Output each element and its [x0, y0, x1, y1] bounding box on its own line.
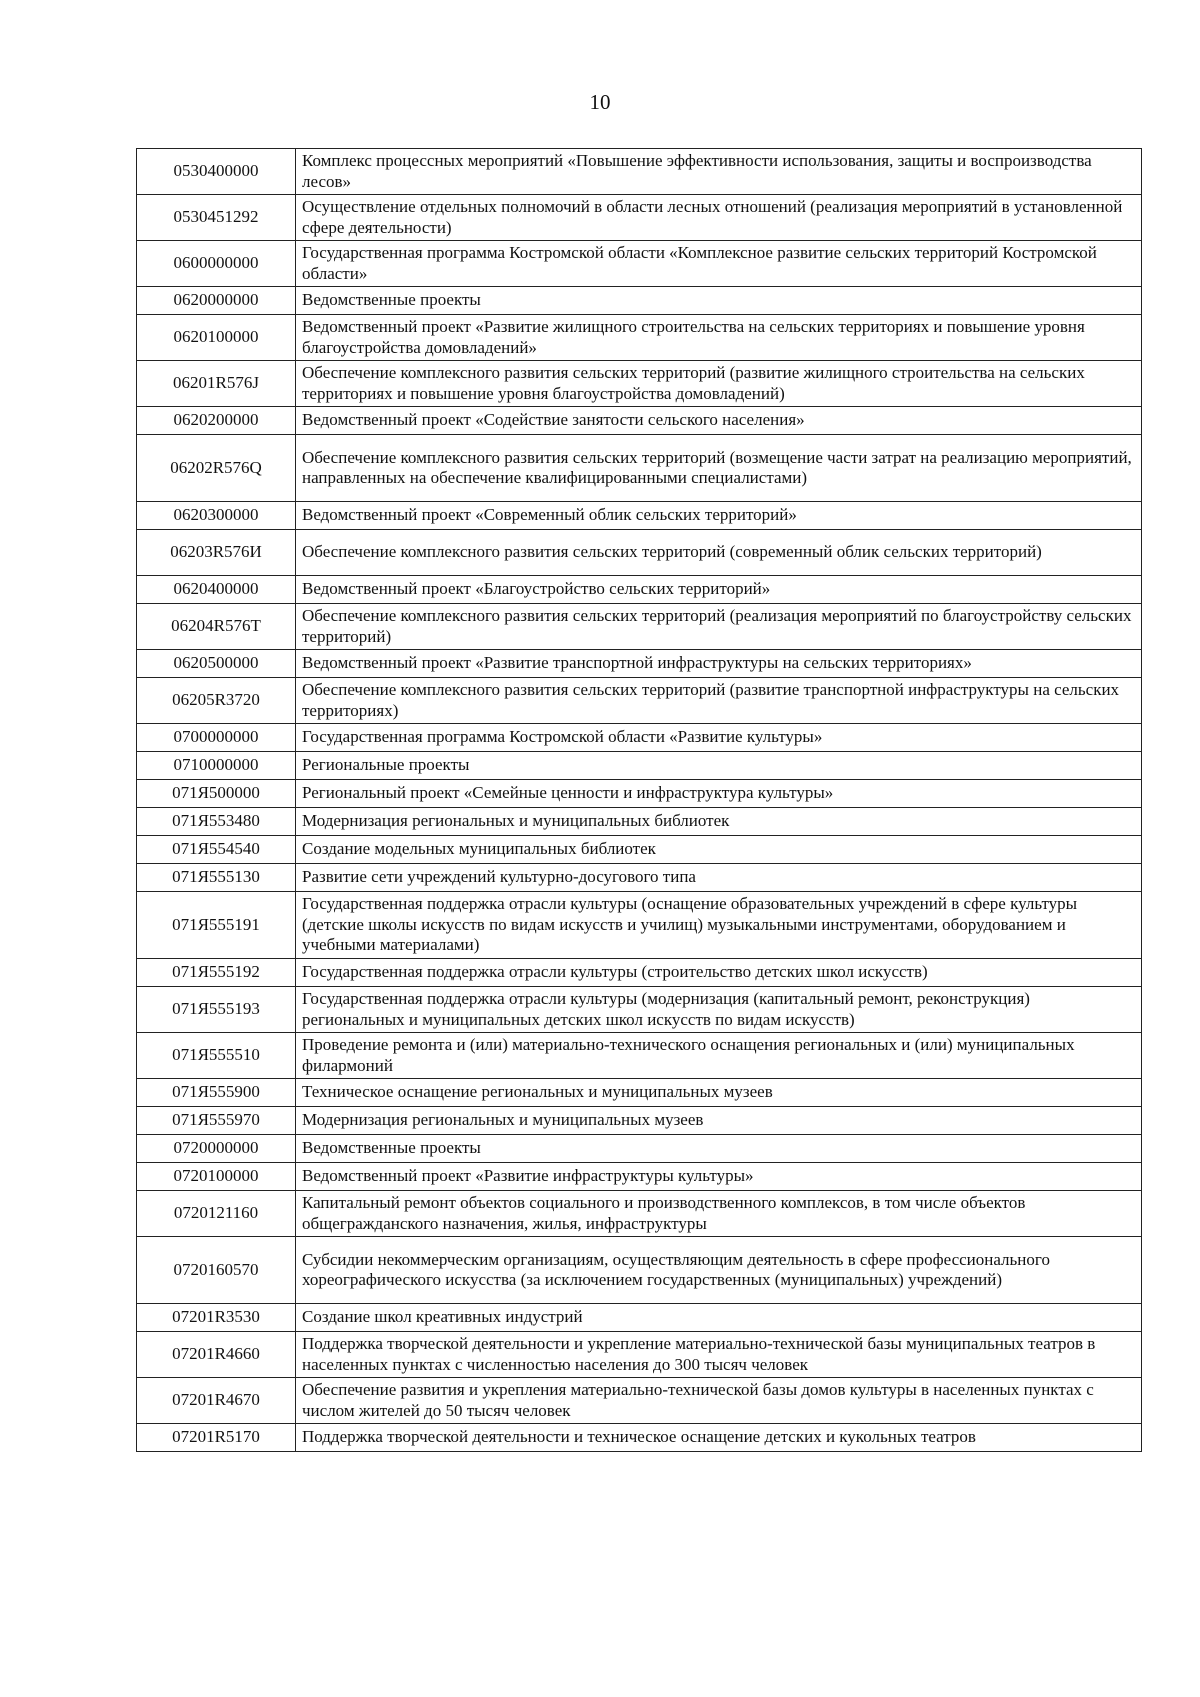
table-row: [137, 1424, 1142, 1452]
row-name: Техническое оснащение региональных и муниципальных музеев: [296, 1079, 1142, 1107]
row-name: Государственная поддержка отрасли культуры (оснащение образовательных учреждений в сфере культуры (детские школы искусств по видам искусств и училищ) музыкальными инструментами, оборудованием и учебными материалами): [296, 892, 1142, 959]
row-code: 0700000000: [137, 724, 296, 752]
row-code: 071Я555130: [137, 864, 296, 892]
row-code: 071Я555900: [137, 1079, 296, 1107]
row-name: Государственная поддержка отрасли культуры (модернизация (капитальный ремонт, реконструкция) региональных и муниципальных детских школ искусств по видам искусств): [296, 987, 1142, 1033]
row-name: Развитие сети учреждений культурно-досугового типа: [296, 864, 1142, 892]
table-row: [137, 315, 1142, 361]
table-row: [137, 241, 1142, 287]
row-code: 071Я555193: [137, 987, 296, 1033]
row-code: 0720100000: [137, 1163, 296, 1191]
table-row: [137, 1237, 1142, 1304]
row-name: Субсидии некоммерческим организациям, осуществляющим деятельность в сфере профессионального хореографического искусства (за исключением государственных (муниципальных) учреждений): [296, 1237, 1142, 1304]
row-code: 06205R3720: [137, 678, 296, 724]
row-name: Государственная поддержка отрасли культуры (строительство детских школ искусств): [296, 959, 1142, 987]
row-name: Ведомственные проекты: [296, 1135, 1142, 1163]
row-code: 0620000000: [137, 287, 296, 315]
row-code: 0720160570: [137, 1237, 296, 1304]
table-row: [137, 987, 1142, 1033]
row-code: 06203R576И: [137, 530, 296, 576]
row-code: 0620300000: [137, 502, 296, 530]
row-name: Обеспечение развития и укрепления материально-технической базы домов культуры в населенных пунктах с числом жителей до 50 тысяч человек: [296, 1378, 1142, 1424]
row-code: 071Я555191: [137, 892, 296, 959]
row-name: Осуществление отдельных полномочий в области лесных отношений (реализация мероприятий в установленной сфере деятельности): [296, 195, 1142, 241]
row-code: 0720121160: [137, 1191, 296, 1237]
row-code: 071Я555510: [137, 1033, 296, 1079]
table-row: [137, 752, 1142, 780]
row-code: 071Я554540: [137, 836, 296, 864]
row-name: Поддержка творческой деятельности и техническое оснащение детских и кукольных театров: [296, 1424, 1142, 1452]
table-row: [137, 808, 1142, 836]
row-code: 0620400000: [137, 576, 296, 604]
row-code: 071Я500000: [137, 780, 296, 808]
row-name: Создание модельных муниципальных библиотек: [296, 836, 1142, 864]
row-name: Ведомственные проекты: [296, 287, 1142, 315]
table-row: [137, 435, 1142, 502]
row-name: Ведомственный проект «Содействие занятости сельского населения»: [296, 407, 1142, 435]
budget-classification-table: [136, 148, 1142, 1452]
table-row: [137, 149, 1142, 195]
row-code: 071Я553480: [137, 808, 296, 836]
row-code: 06204R576T: [137, 604, 296, 650]
table-row: [137, 1107, 1142, 1135]
table-row: [137, 836, 1142, 864]
table-row: [137, 724, 1142, 752]
row-code: 071Я555970: [137, 1107, 296, 1135]
row-code: 07201R3530: [137, 1304, 296, 1332]
table-row: [137, 650, 1142, 678]
row-code: 0720000000: [137, 1135, 296, 1163]
row-name: Ведомственный проект «Развитие жилищного строительства на сельских территориях и повышение уровня благоустройства домовладений»: [296, 315, 1142, 361]
row-name: Ведомственный проект «Благоустройство сельских территорий»: [296, 576, 1142, 604]
row-code: 0530451292: [137, 195, 296, 241]
table-row: [137, 1332, 1142, 1378]
table-row: [137, 1378, 1142, 1424]
row-name: Ведомственный проект «Современный облик сельских территорий»: [296, 502, 1142, 530]
row-name: Региональный проект «Семейные ценности и инфраструктура культуры»: [296, 780, 1142, 808]
row-name: Поддержка творческой деятельности и укрепление материально-технической базы муниципальных театров в населенных пунктах с численностью населения до 300 тысяч человек: [296, 1332, 1142, 1378]
row-name: Региональные проекты: [296, 752, 1142, 780]
row-name: Проведение ремонта и (или) материально-технического оснащения региональных и (или) муниципальных филармоний: [296, 1033, 1142, 1079]
table-row: [137, 361, 1142, 407]
row-code: 0600000000: [137, 241, 296, 287]
table-row: [137, 678, 1142, 724]
row-code: 0710000000: [137, 752, 296, 780]
row-code: 0620200000: [137, 407, 296, 435]
row-code: 06201R576J: [137, 361, 296, 407]
row-code: 0530400000: [137, 149, 296, 195]
table-row: [137, 287, 1142, 315]
table-row: [137, 780, 1142, 808]
table-row: [137, 892, 1142, 959]
table-row: [137, 1079, 1142, 1107]
table-row: [137, 1163, 1142, 1191]
table-row: [137, 1304, 1142, 1332]
table-row: [137, 195, 1142, 241]
row-name: Обеспечение комплексного развития сельских территорий (реализация мероприятий по благоустройству сельских территорий): [296, 604, 1142, 650]
table-row: [137, 864, 1142, 892]
row-name: Капитальный ремонт объектов социального и производственного комплексов, в том числе объектов общегражданского назначения, жилья, инфраструктуры: [296, 1191, 1142, 1237]
table-row: [137, 502, 1142, 530]
table-row: [137, 1191, 1142, 1237]
row-name: Государственная программа Костромской области «Комплексное развитие сельских территорий Костромской области»: [296, 241, 1142, 287]
row-name: Обеспечение комплексного развития сельских территорий (развитие жилищного строительства на сельских территориях и повышение уровня благоустройства домовладений): [296, 361, 1142, 407]
row-name: Модернизация региональных и муниципальных музеев: [296, 1107, 1142, 1135]
row-name: Обеспечение комплексного развития сельских территорий (современный облик сельских территорий): [296, 530, 1142, 576]
table-row: [137, 959, 1142, 987]
page-number: 10: [589, 90, 611, 114]
row-name: Ведомственный проект «Развитие транспортной инфраструктуры на сельских территориях»: [296, 650, 1142, 678]
row-code: 07201R5170: [137, 1424, 296, 1452]
row-code: 0620500000: [137, 650, 296, 678]
table-row: [137, 604, 1142, 650]
table-row: [137, 576, 1142, 604]
row-name: Ведомственный проект «Развитие инфраструктуры культуры»: [296, 1163, 1142, 1191]
row-name: Государственная программа Костромской области «Развитие культуры»: [296, 724, 1142, 752]
row-code: 07201R4660: [137, 1332, 296, 1378]
row-name: Обеспечение комплексного развития сельских территорий (возмещение части затрат на реализацию мероприятий, направленных на обеспечение квалифицированными специалистами): [296, 435, 1142, 502]
table-row: [137, 407, 1142, 435]
row-name: Обеспечение комплексного развития сельских территорий (развитие транспортной инфраструктуры на сельских территориях): [296, 678, 1142, 724]
row-name: Модернизация региональных и муниципальных библиотек: [296, 808, 1142, 836]
row-code: 071Я555192: [137, 959, 296, 987]
table-row: [137, 1135, 1142, 1163]
row-name: Создание школ креативных индустрий: [296, 1304, 1142, 1332]
row-code: 0620100000: [137, 315, 296, 361]
row-code: 06202R576Q: [137, 435, 296, 502]
row-code: 07201R4670: [137, 1378, 296, 1424]
table-row: [137, 1033, 1142, 1079]
row-name: Комплекс процессных мероприятий «Повышение эффективности использования, защиты и воспроизводства лесов»: [296, 149, 1142, 195]
table-row: [137, 530, 1142, 576]
